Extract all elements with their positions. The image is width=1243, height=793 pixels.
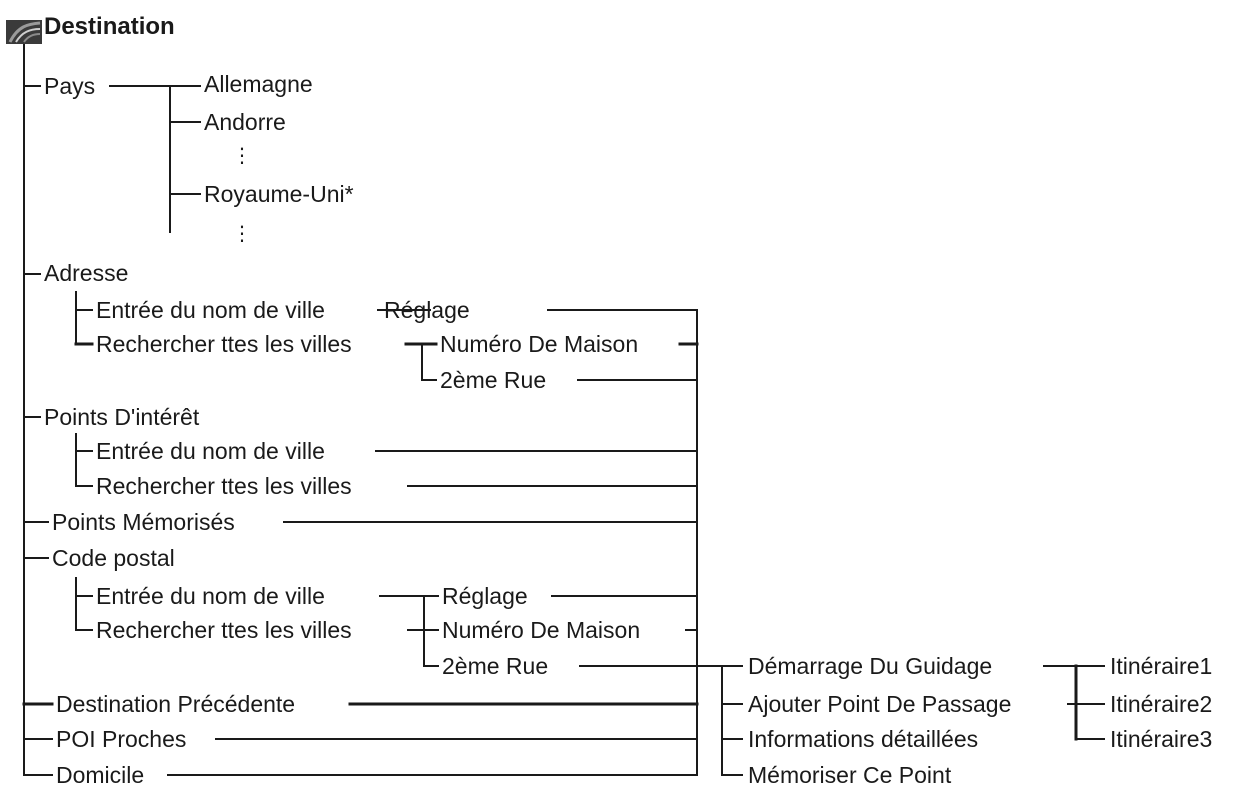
- node-demarrage: Démarrage Du Guidage: [748, 653, 993, 679]
- node-memoriser: Mémoriser Ce Point: [748, 762, 952, 788]
- node-code-postal: Code postal: [52, 545, 175, 571]
- node-itin3: Itinéraire3: [1110, 726, 1213, 752]
- page-title: Destination: [44, 13, 175, 40]
- node-adr-2eme: 2ème Rue: [440, 367, 547, 393]
- node-cp-reglage: Réglage: [442, 583, 528, 609]
- node-allemagne: Allemagne: [204, 71, 313, 97]
- node-adr-rechercher: Rechercher ttes les villes: [96, 331, 352, 357]
- node-itin1: Itinéraire1: [1110, 653, 1213, 679]
- node-informations: Informations détaillées: [748, 726, 979, 752]
- node-ajouter: Ajouter Point De Passage: [748, 691, 1012, 717]
- node-poi: Points D'intérêt: [44, 404, 200, 430]
- node-royaume-uni: Royaume-Uni*: [204, 181, 354, 207]
- node-destination-precedente: Destination Précédente: [56, 691, 296, 717]
- node-itin2: Itinéraire2: [1110, 691, 1213, 717]
- node-poi-proches: POI Proches: [56, 726, 187, 752]
- ellipsis-2: ⋮: [232, 223, 252, 245]
- node-adr-entree: Entrée du nom de ville: [96, 297, 325, 323]
- node-points-memorises: Points Mémorisés: [52, 509, 235, 535]
- destination-menu-icon: [6, 20, 42, 44]
- node-cp-entree: Entrée du nom de ville: [96, 583, 325, 609]
- node-adr-reglage: Réglage: [384, 297, 470, 323]
- node-andorre: Andorre: [204, 109, 286, 135]
- node-pays: Pays: [44, 73, 96, 99]
- ellipsis-1: ⋮: [232, 145, 252, 167]
- node-adresse: Adresse: [44, 260, 129, 286]
- node-cp-rechercher: Rechercher ttes les villes: [96, 617, 352, 643]
- node-poi-entree: Entrée du nom de ville: [96, 438, 325, 464]
- node-poi-rechercher: Rechercher ttes les villes: [96, 473, 352, 499]
- node-adr-numero: Numéro De Maison: [440, 331, 639, 357]
- node-domicile: Domicile: [56, 762, 145, 788]
- node-cp-numero: Numéro De Maison: [442, 617, 641, 643]
- node-cp-2eme: 2ème Rue: [442, 653, 549, 679]
